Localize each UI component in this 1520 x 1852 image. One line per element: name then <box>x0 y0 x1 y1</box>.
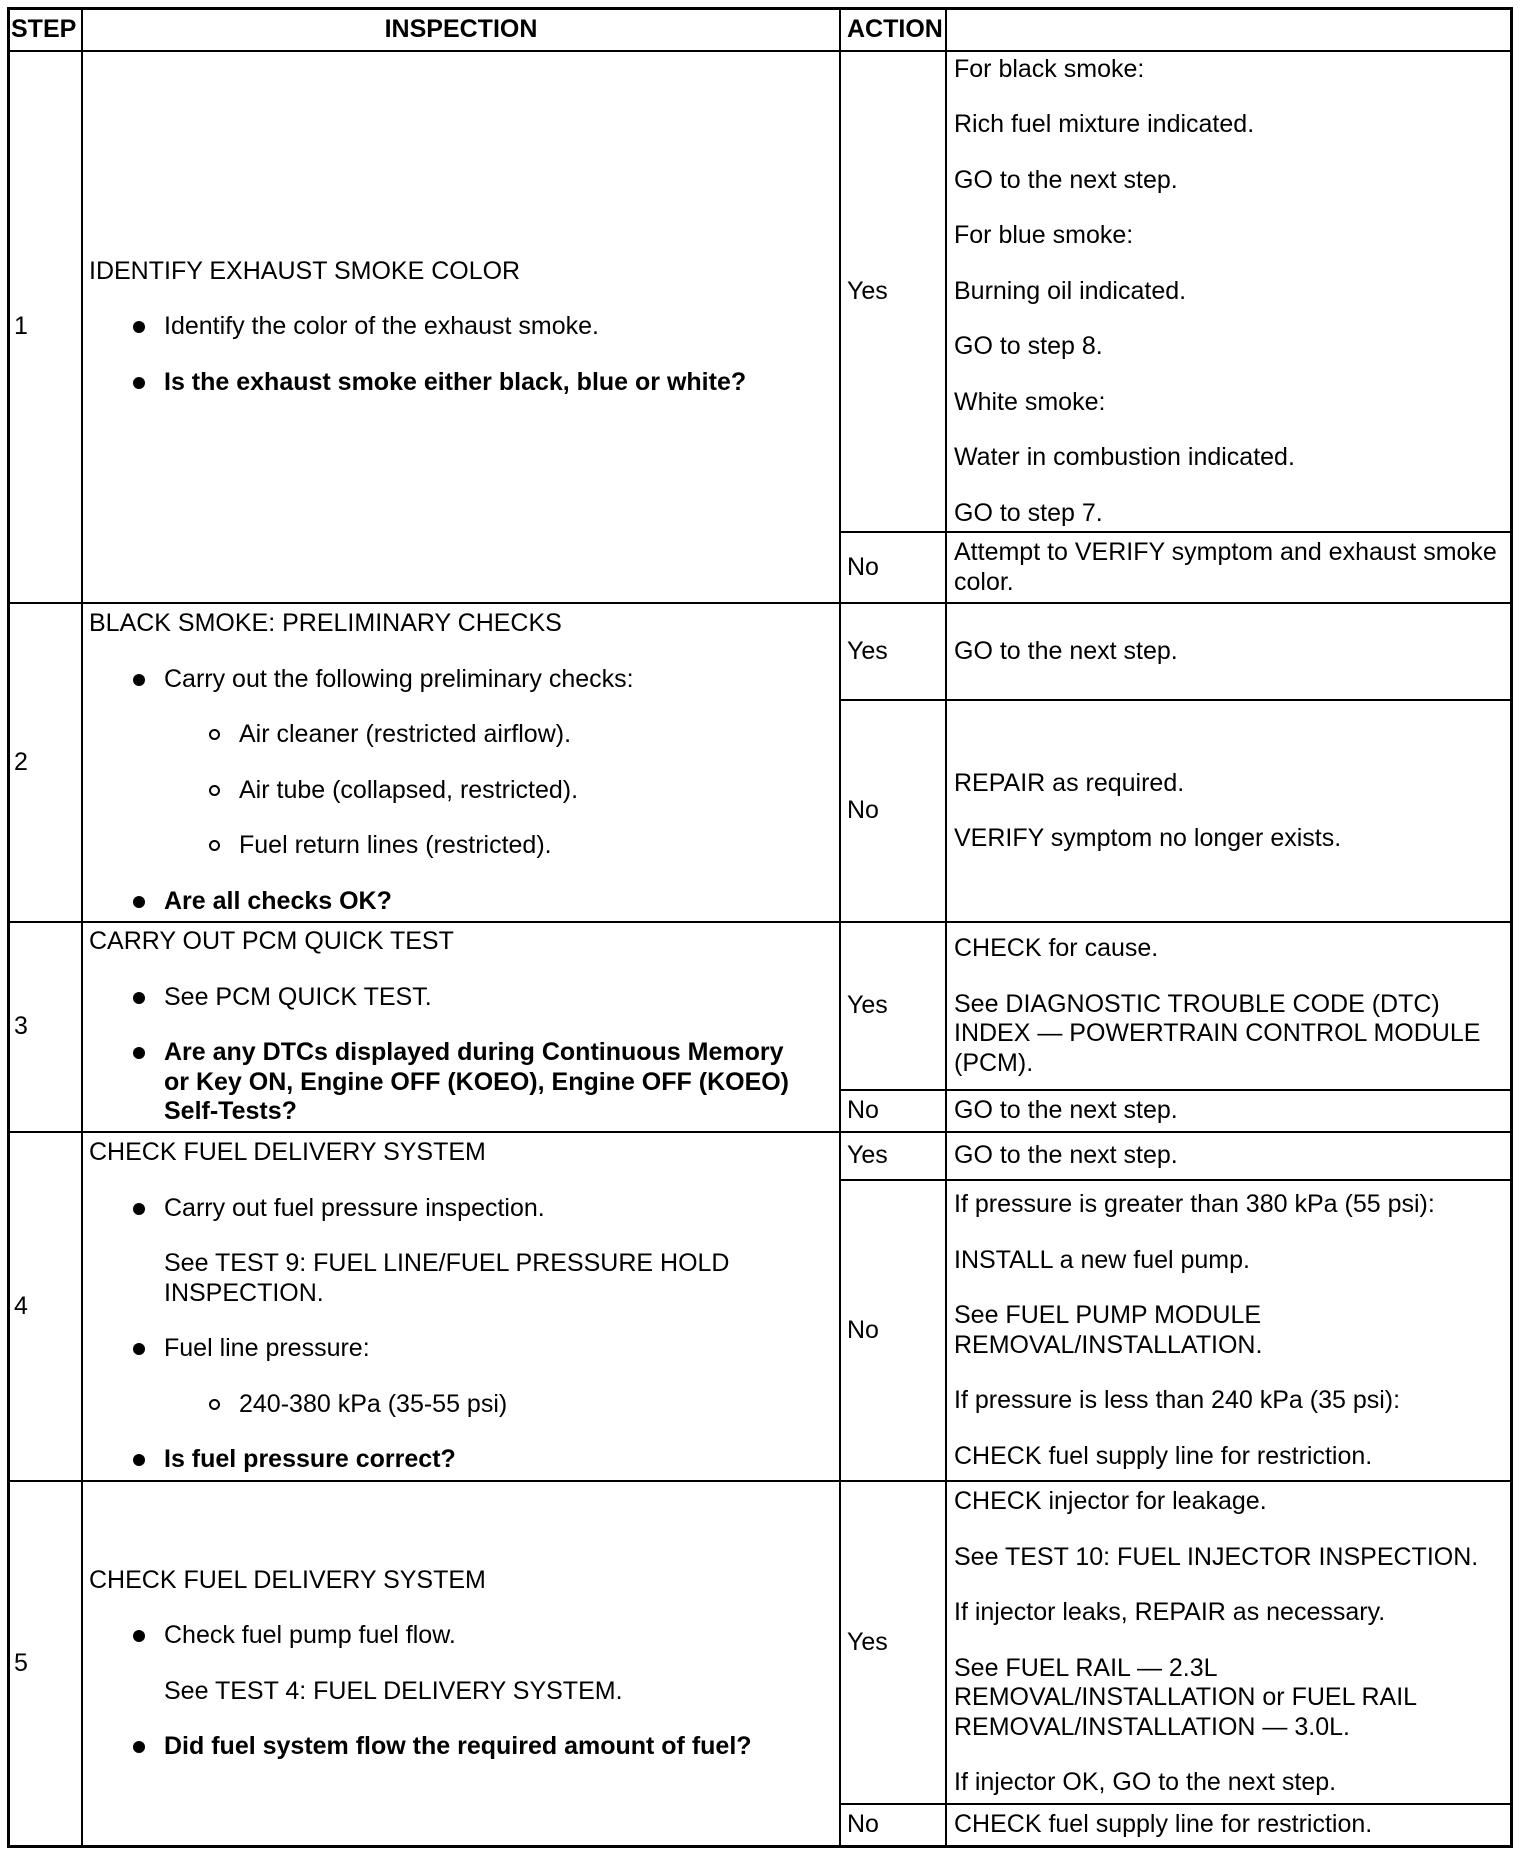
bullet-text: Check fuel pump fuel flow. <box>164 1621 456 1649</box>
sub-item-text: Air cleaner (restricted airflow). <box>239 720 572 748</box>
bullet-icon <box>133 896 145 908</box>
bullet-text: Is the exhaust smoke either black, blue or white? <box>164 367 747 396</box>
action-no-label: No <box>841 1181 945 1480</box>
inspection-note: See TEST 9: FUEL LINE/FUEL PRESSURE HOLD INSPECTION. <box>164 1249 730 1307</box>
action-line: REPAIR as required. <box>954 768 1185 797</box>
bullet-icon <box>133 1343 145 1355</box>
inspection-title: CHECK FUEL DELIVERY SYSTEM <box>89 1565 486 1594</box>
action-line: CHECK fuel supply line for restriction. <box>954 1441 1373 1470</box>
inspection-title: CARRY OUT PCM QUICK TEST <box>89 927 454 956</box>
action-yes-label: Yes <box>841 923 945 1089</box>
sub-item <box>89 776 803 806</box>
action-no-text <box>947 701 1510 921</box>
action-line: See FUEL PUMP MODULE REMOVAL/INSTALLATION. <box>954 1301 1263 1359</box>
bullet-icon <box>133 1047 145 1059</box>
action-line: See TEST 10: FUEL INJECTOR INSPECTION. <box>954 1542 1479 1571</box>
bullet-text: Did fuel system flow the required amount of fuel? <box>164 1732 752 1760</box>
action-yes-text <box>947 52 1510 531</box>
action-yes-text <box>947 1482 1510 1803</box>
action-yes-label: Yes <box>841 1482 945 1803</box>
bullet-question <box>89 1732 803 1762</box>
step-number: 2 <box>10 604 81 921</box>
action-line: GO to step 7. <box>954 498 1103 527</box>
action-line: If injector OK, GO to the next step. <box>954 1768 1337 1797</box>
circle-bullet-icon <box>209 1399 220 1410</box>
action-line: See DIAGNOSTIC TROUBLE CODE (DTC) INDEX — POWERTRAIN CONTROL MODULE (PCM). <box>954 989 1481 1077</box>
action-line: See FUEL RAIL — 2.3L REMOVAL/INSTALLATION or FUEL RAIL REMOVAL/INSTALLATION — 3.0L. <box>954 1653 1417 1741</box>
diagnostic-table <box>7 7 1513 1848</box>
bullet-icon <box>133 321 145 333</box>
action-line: GO to the next step. <box>954 165 1178 194</box>
action-line: CHECK injector for leakage. <box>954 1487 1267 1516</box>
action-line: INSTALL a new fuel pump. <box>954 1245 1250 1274</box>
action-line: If pressure is greater than 380 kPa (55 psi): <box>954 1190 1435 1218</box>
circle-bullet-icon <box>209 840 220 851</box>
bullet-item <box>89 1334 803 1364</box>
header-action: ACTION <box>841 10 945 50</box>
bullet-item <box>89 983 803 1013</box>
bullet-icon <box>133 1630 145 1642</box>
action-yes-text <box>947 1133 1510 1179</box>
sub-item-text: Air tube (collapsed, restricted). <box>239 775 579 804</box>
header-step: STEP <box>10 10 81 50</box>
inspection-cell <box>83 604 839 921</box>
step-number: 1 <box>10 52 81 602</box>
action-no-text <box>947 1091 1510 1131</box>
bullet-icon <box>133 674 145 686</box>
sub-item-text: Fuel return lines (restricted). <box>239 831 552 859</box>
action-no-label: No <box>841 1805 945 1845</box>
bullet-text: Are all checks OK? <box>164 886 392 915</box>
action-line: If pressure is less than 240 kPa (35 psi): <box>954 1386 1401 1414</box>
bullet-icon <box>133 1741 145 1753</box>
action-no-text <box>947 1805 1510 1845</box>
bullet-item <box>89 1621 803 1651</box>
action-line: CHECK for cause. <box>954 934 1159 962</box>
bullet-question <box>89 887 803 917</box>
action-no-label: No <box>841 701 945 921</box>
action-line: Water in combustion indicated. <box>954 443 1295 472</box>
header-result-blank <box>947 10 1510 50</box>
bullet-item <box>89 665 803 695</box>
action-yes-text <box>947 604 1510 699</box>
inspection-cell <box>83 923 839 1131</box>
action-line: GO to step 8. <box>954 332 1103 361</box>
action-line: For blue smoke: <box>954 221 1134 250</box>
action-line: CHECK fuel supply line for restriction. <box>954 1810 1373 1839</box>
inspection-title: BLACK SMOKE: PRELIMINARY CHECKS <box>89 609 562 637</box>
bullet-icon <box>133 377 145 389</box>
bullet-icon <box>133 992 145 1004</box>
bullet-text: See PCM QUICK TEST. <box>164 982 432 1011</box>
sub-item <box>89 831 803 861</box>
bullet-text: Identify the color of the exhaust smoke. <box>164 312 599 341</box>
action-no-label: No <box>841 533 945 602</box>
action-line: GO to the next step. <box>954 1096 1178 1125</box>
bullet-icon <box>133 1203 145 1215</box>
action-line: GO to the next step. <box>954 636 1178 665</box>
inspection-cell <box>83 52 839 602</box>
action-line: White smoke: <box>954 387 1106 416</box>
sub-item-text: 240-380 kPa (35-55 psi) <box>239 1389 508 1418</box>
bullet-icon <box>133 1454 145 1466</box>
action-yes-label: Yes <box>841 1133 945 1179</box>
action-yes-label: Yes <box>841 52 945 531</box>
action-line: Rich fuel mixture indicated. <box>954 110 1255 139</box>
action-line: Burning oil indicated. <box>954 276 1187 305</box>
inspection-cell <box>83 1133 839 1480</box>
action-no-label: No <box>841 1091 945 1131</box>
action-line: GO to the next step. <box>954 1141 1178 1170</box>
bullet-text: Carry out the following preliminary checks: <box>164 664 634 693</box>
step-number: 5 <box>10 1482 81 1845</box>
action-yes-text <box>947 923 1510 1089</box>
circle-bullet-icon <box>209 785 220 796</box>
step-number: 4 <box>10 1133 81 1480</box>
inspection-cell <box>83 1482 839 1845</box>
action-no-text <box>947 1181 1510 1480</box>
circle-bullet-icon <box>209 729 220 740</box>
action-no-text <box>947 533 1510 602</box>
action-yes-label: Yes <box>841 604 945 699</box>
bullet-item <box>89 1194 803 1224</box>
bullet-text: Is fuel pressure correct? <box>164 1445 456 1474</box>
action-line: VERIFY symptom no longer exists. <box>954 824 1342 852</box>
bullet-item <box>89 312 803 342</box>
bullet-text: Fuel line pressure: <box>164 1334 370 1363</box>
sub-item <box>89 720 803 750</box>
inspection-note: See TEST 4: FUEL DELIVERY SYSTEM. <box>164 1676 623 1705</box>
inspection-title: IDENTIFY EXHAUST SMOKE COLOR <box>89 256 521 285</box>
header-inspection: INSPECTION <box>83 10 839 50</box>
step-number: 3 <box>10 923 81 1131</box>
action-line: If injector leaks, REPAIR as necessary. <box>954 1598 1386 1627</box>
bullet-question <box>89 368 803 398</box>
inspection-title: CHECK FUEL DELIVERY SYSTEM <box>89 1138 486 1167</box>
action-line: Attempt to VERIFY symptom and exhaust smoke color. <box>954 538 1497 596</box>
bullet-question <box>89 1038 803 1127</box>
action-line: For black smoke: <box>954 54 1145 83</box>
bullet-question <box>89 1445 803 1475</box>
bullet-text: Carry out fuel pressure inspection. <box>164 1193 545 1222</box>
bullet-text: Are any DTCs displayed during Continuous Memory or Key ON, Engine OFF (KOEO), Engine OFF (KOEO) Self-Tests? <box>164 1038 790 1126</box>
sub-item <box>89 1390 803 1420</box>
